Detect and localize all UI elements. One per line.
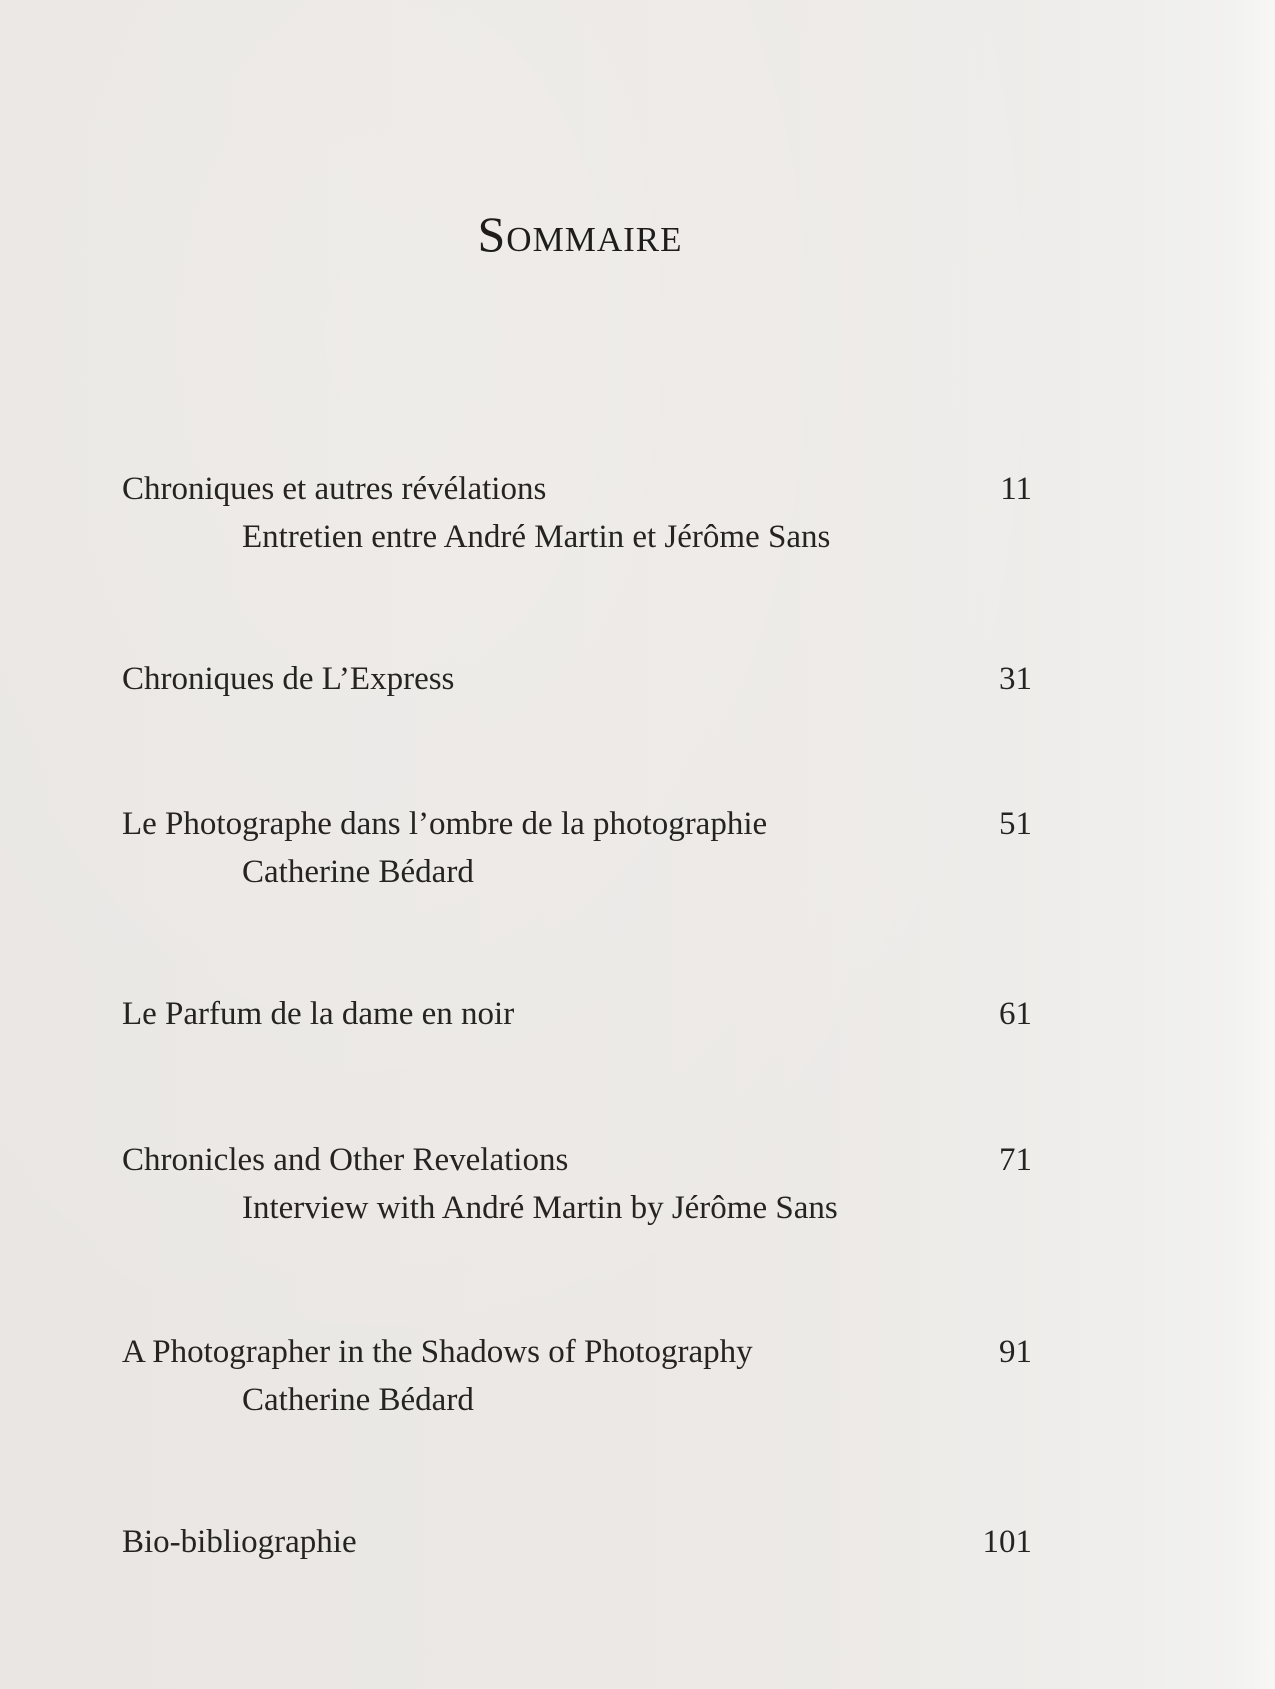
- page-edge-highlight: [1227, 0, 1275, 1689]
- toc-entry-line: [122, 990, 1032, 1038]
- toc-entry-title: Bio-bibliographie: [122, 1524, 357, 1560]
- toc-entry-line: [122, 655, 1032, 703]
- toc-entry-title: Chronicles and Other Revelations: [122, 1142, 569, 1178]
- toc-entry-title: A Photographer in the Shadows of Photography: [122, 1334, 753, 1370]
- toc-entry-line: [122, 1518, 1032, 1566]
- toc-entry-title: Chroniques et autres révélations: [122, 471, 547, 507]
- toc-entry-line: [122, 465, 1032, 513]
- toc-entry: [122, 1136, 1032, 1232]
- toc-entry-line: [122, 1136, 1032, 1184]
- toc-entry-author: Interview with André Martin by Jérôme Sans: [242, 1190, 838, 1226]
- toc-entry: [122, 1518, 1032, 1566]
- toc-entry: [122, 800, 1032, 896]
- toc-entry-page: 71: [999, 1142, 1032, 1178]
- toc-entry-page: 11: [1000, 471, 1032, 507]
- toc-entry: [122, 1328, 1032, 1424]
- toc-entry-page: 101: [982, 1524, 1032, 1560]
- toc-entry: [122, 465, 1032, 561]
- toc-entry-page: 91: [999, 1334, 1032, 1370]
- toc-entry-title: Chroniques de L’Express: [122, 661, 455, 697]
- toc-entry-title: Le Parfum de la dame en noir: [122, 996, 515, 1032]
- toc-entry: [122, 655, 1032, 703]
- toc-entry: [122, 990, 1032, 1038]
- toc-entry-page: 31: [999, 661, 1032, 697]
- toc-entry-page: 51: [999, 806, 1032, 842]
- toc-entry-author: Catherine Bédard: [242, 854, 474, 890]
- toc-entry-line: [122, 800, 1032, 848]
- page-title: Sommaire: [477, 206, 683, 262]
- toc-entry-line: [122, 1328, 1032, 1376]
- toc-entry-author: Entretien entre André Martin et Jérôme Sans: [242, 519, 831, 555]
- toc-entry-page: 61: [999, 996, 1032, 1032]
- toc-entry-author: Catherine Bédard: [242, 1382, 474, 1418]
- toc-entry-title: Le Photographe dans l’ombre de la photographie: [122, 806, 768, 842]
